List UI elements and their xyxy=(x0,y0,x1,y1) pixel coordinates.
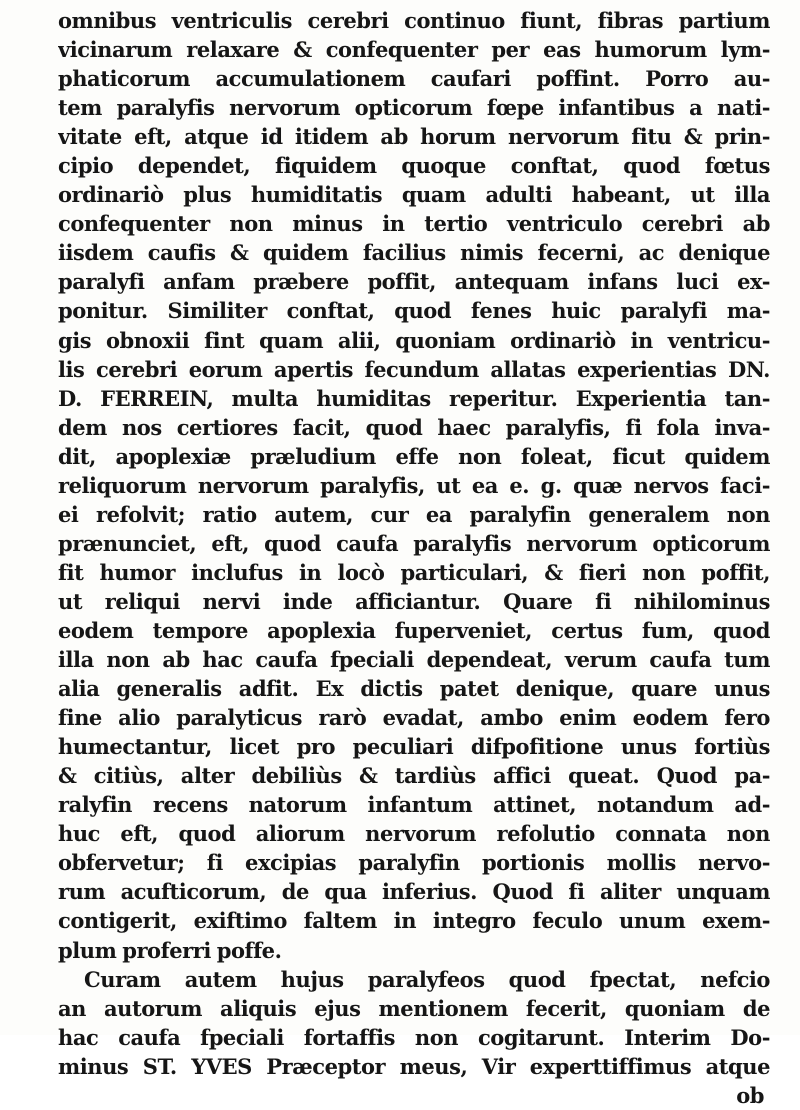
text-line: obfervetur; fi excipias paralyfin portionis mollis nervo- xyxy=(58,850,770,876)
text-body xyxy=(58,6,770,1110)
text-line: omnibus ventriculis cerebri continuo fiunt, fibras partium xyxy=(58,8,770,33)
text-line: huc eft, quod aliorum nervorum refolutio connata non xyxy=(58,821,770,847)
text-line: eodem tempore apoplexia fuperveniet, certus fum, quod xyxy=(58,617,770,643)
paragraph-end-line: plum proferri poffe. xyxy=(58,937,282,963)
text-line: dit, apoplexiæ præludium effe non foleat, ficut quidem xyxy=(58,443,770,469)
text-line: humectantur, licet pro peculiari difpofitione unus fortiùs xyxy=(58,734,770,760)
text-line: ut reliqui nervi inde afficiantur. Quare fi nihilominus xyxy=(58,588,770,614)
text-line: cipio dependet, fiquidem quoque conftat, quod fœtus xyxy=(58,153,770,179)
text-line: iisdem caufis & quidem facilius nimis fecerni, ac denique xyxy=(58,240,770,266)
text-line: paralyfi anfam præbere poffit, antequam infans luci ex- xyxy=(58,269,770,295)
text-line: tem paralyfis nervorum opticorum fœpe infantibus a nati- xyxy=(58,95,770,121)
text-line: & citiùs, alter debiliùs & tardiùs affici queat. Quod pa- xyxy=(58,763,770,789)
text-line: illa non ab hac caufa fpeciali dependeat, verum caufa tum xyxy=(58,647,770,673)
text-line: ordinariò plus humiditatis quam adulti habeant, ut illa xyxy=(58,182,770,208)
text-line: contigerit, exiftimo faltem in integro feculo unum exem- xyxy=(58,908,770,934)
text-line: alia generalis adfit. Ex dictis patet denique, quare unus xyxy=(58,676,770,702)
text-line: an autorum aliquis ejus mentionem fecerit, quoniam de xyxy=(58,995,770,1021)
text-line: minus ST. YVES Præceptor meus, Vir experttiffimus atque xyxy=(58,1053,770,1079)
text-line: gis obnoxii fint quam alii, quoniam ordinariò in ventricu- xyxy=(58,327,770,353)
text-line: ponitur. Similiter conftat, quod fenes huic paralyfi ma- xyxy=(58,298,770,324)
text-line: vicinarum relaxare & confequenter per eas humorum lym- xyxy=(58,37,770,63)
text-line: prænunciet, eft, quod caufa paralyfis nervorum opticorum xyxy=(58,530,770,556)
text-line: vitate eft, atque id itidem ab horum nervorum fitu & prin- xyxy=(58,124,770,150)
catchword: ob xyxy=(736,1082,764,1108)
text-line: lis cerebri eorum apertis fecundum allatas experientias DN. xyxy=(58,356,770,382)
text-line: reliquorum nervorum paralyfis, ut ea e. g. quæ nervos faci- xyxy=(58,472,770,498)
text-line: ei refolvit; ratio autem, cur ea paralyfin generalem non xyxy=(58,501,770,527)
text-line: fine alio paralyticus rarò evadat, ambo enim eodem fero xyxy=(58,705,770,731)
text-line: phaticorum accumulationem caufari poffint. Porro au- xyxy=(58,66,770,92)
text-line: ralyfin recens natorum infantum attinet, notandum ad- xyxy=(58,792,770,818)
paragraph-start-line: Curam autem hujus paralyfeos quod fpectat, nefcio xyxy=(84,966,770,992)
text-line: dem nos certiores facit, quod haec paralyfis, fi fola inva- xyxy=(58,414,770,440)
text-line: fit humor inclufus in locò particulari, & fieri non poffit, xyxy=(58,559,770,585)
text-line: hac caufa fpeciali fortaffis non cogitarunt. Interim Do- xyxy=(58,1024,770,1050)
text-line: confequenter non minus in tertio ventriculo cerebri ab xyxy=(58,211,770,237)
text-line: D. FERREIN, multa humiditas reperitur. Experientia tan- xyxy=(58,385,770,411)
text-line: rum acufticorum, de qua inferius. Quod fi aliter unquam xyxy=(58,879,770,905)
